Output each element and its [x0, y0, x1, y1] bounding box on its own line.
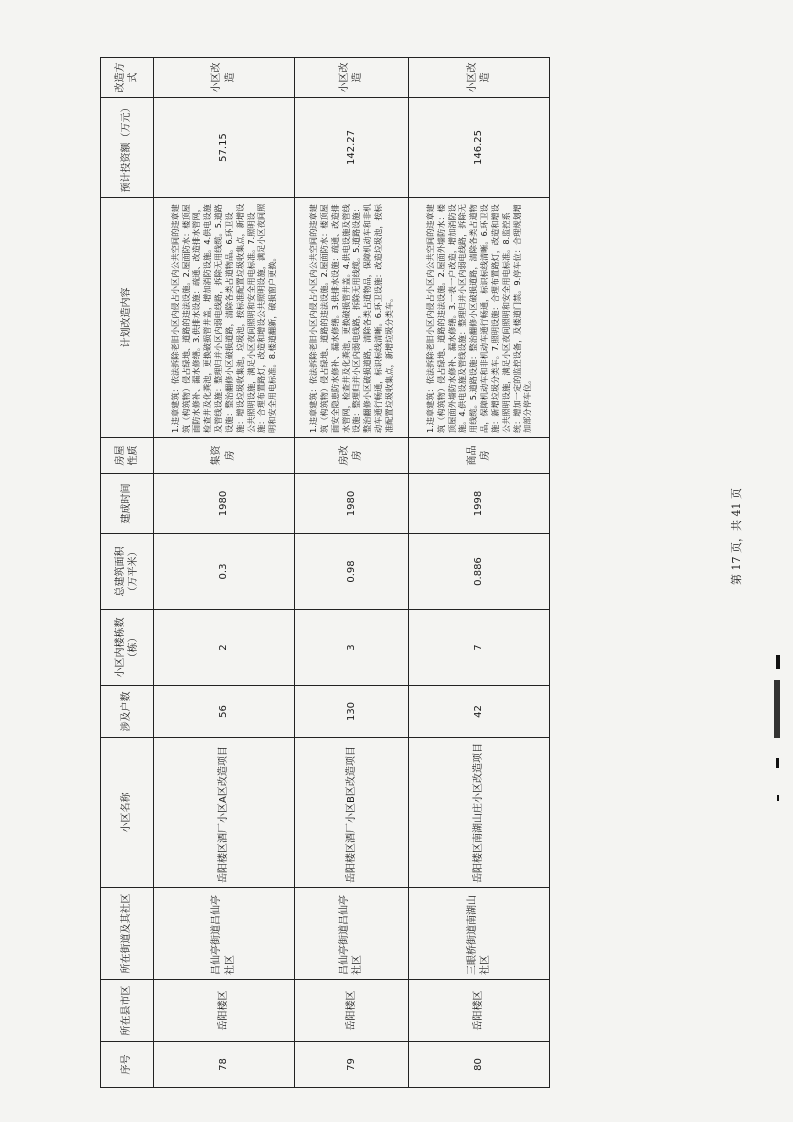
county-cell: 岳阳楼区 [294, 980, 408, 1042]
street-cell: 吕仙亭街道吕仙亭社区 [294, 888, 408, 980]
row-number: 80 [409, 1042, 550, 1088]
row-number: 79 [294, 1042, 408, 1088]
households-cell: 42 [409, 686, 550, 738]
street-cell: 三眼桥街道南湖山社区 [409, 888, 550, 980]
mode-cell: 小区改造 [154, 58, 295, 98]
investment-cell: 57.15 [154, 98, 295, 198]
header-row [101, 58, 154, 1088]
header-cell: 预计投资额（万元） [101, 98, 154, 198]
buildings-cell: 7 [409, 610, 550, 686]
rotated-table-page [100, 58, 550, 1088]
year-cell: 1980 [154, 474, 295, 534]
header-cell: 小区内楼栋数（栋） [101, 610, 154, 686]
investment-cell: 142.27 [294, 98, 408, 198]
table-row [294, 58, 408, 1088]
county-cell: 岳阳楼区 [409, 980, 550, 1042]
renovation-content-cell: 1.违章建筑：依法拆除老旧小区内侵占小区内公共空间的违章建筑（构筑物）侵占绿地、道路的违法设施。2.屋面防水：楼顶屋面安全隐患防水修补、漏水修缮。3.供排水设施：疏通、改造排水管网，检查井及化粪池，更换破损管井盖。4.供电设施及管线设施：整理归并小区内弱电线路，拆除无用线缆。5.道路设施：整治翻修小区破损道路，清除各类占道物品，保障机动车和非机动车通行畅通，标识标线清晰。6.环卫设施：改造垃圾池，按标准配置垃圾收集点，新增垃圾分类车。 [294, 198, 408, 438]
renovation-content-cell: 1.违章建筑：依法拆除老旧小区内侵占小区内公共空间的违章建筑（构筑物）侵占绿地、道路的违法设施。2.屋面防水：楼顶屋面防水修补、漏水修缮。3.供排水设施：疏通、改造排水管网，检查井及化粪池，更换破损管井盖，增加消防设施。4.供电设施及管线设施：整理归并小区内弱电线路，拆除无用线缆。5.道路设施：整治翻修小区破损道路，清除各类占道物品。6.环卫设施：增设垃圾收集池，垃圾池，按标准配置垃圾收集点，新增设公共照明设施，满足小区夜间照明和安全用电标准。7.照明设施：合理布置路灯，改造和增设公共照明设施，满足小区夜间照明和安全用电标准。8.楼道翻新，破损窗户更换。 [154, 198, 295, 438]
area-cell: 0.886 [409, 534, 550, 610]
scan-mark [776, 655, 780, 669]
year-cell: 1998 [409, 474, 550, 534]
header-cell: 房屋性质 [101, 438, 154, 474]
households-cell: 130 [294, 686, 408, 738]
mode-cell: 小区改造 [294, 58, 408, 98]
renovation-content-cell: 1.违章建筑：依法拆除老旧小区内侵占小区内公共空间的违章建筑（构筑物）侵占绿地、道路的违法设施。2.屋面外墙防水：楼顶屋面外墙防水修补、漏水修缮。3.一表一户改造，增加消防设施。4.供电设施及管线设施：整理归并小区内弱电线路，拆除无用线缆。5.道路设施：整治翻修小区破损道路，清除各类占道物品，保障机动车和非机动车通行畅通，标识标线清晰。6.环卫设施：新增垃圾分类车。7.照明设施：合理布置路灯，改造和增设公共照明设施，满足小区夜间照明和安全用电标准。8.监控系统：增加一定的监控设备，及楼道门禁。9.停车位：合理规划增加部分停车位。 [409, 198, 550, 438]
nature-cell: 房改房 [294, 438, 408, 474]
year-cell: 1980 [294, 474, 408, 534]
header-cell: 所在街道及其社区 [101, 888, 154, 980]
investment-cell: 146.25 [409, 98, 550, 198]
row-number: 78 [154, 1042, 295, 1088]
renovation-table [100, 57, 550, 1088]
header-cell: 涉及户数 [101, 686, 154, 738]
header-cell: 所在县市区 [101, 980, 154, 1042]
area-cell: 0.3 [154, 534, 295, 610]
header-cell: 小区名称 [101, 738, 154, 888]
community-name-cell: 岳阳楼区南湖山庄小区改造项目 [409, 738, 550, 888]
header-cell: 改造方式 [101, 58, 154, 98]
community-name-cell: 岳阳楼区酒厂小区B区改造项目 [294, 738, 408, 888]
buildings-cell: 2 [154, 610, 295, 686]
mode-cell: 小区改造 [409, 58, 550, 98]
community-name-cell: 岳阳楼区酒厂小区A区改造项目 [154, 738, 295, 888]
street-cell: 吕仙亭街道吕仙亭社区 [154, 888, 295, 980]
area-cell: 0.98 [294, 534, 408, 610]
nature-cell: 商品房 [409, 438, 550, 474]
scan-mark [774, 680, 780, 738]
page-number-footer: 第 17 页，共 41 页 [730, 488, 743, 585]
header-cell: 建成时间 [101, 474, 154, 534]
header-cell: 总建筑面积（万平米） [101, 534, 154, 610]
households-cell: 56 [154, 686, 295, 738]
county-cell: 岳阳楼区 [154, 980, 295, 1042]
table-row [154, 58, 295, 1088]
header-cell: 计划改造内容 [101, 198, 154, 438]
buildings-cell: 3 [294, 610, 408, 686]
header-cell: 序号 [101, 1042, 154, 1088]
nature-cell: 集资房 [154, 438, 295, 474]
scan-mark [776, 758, 779, 768]
table-row [409, 58, 550, 1088]
scan-mark [777, 795, 779, 801]
